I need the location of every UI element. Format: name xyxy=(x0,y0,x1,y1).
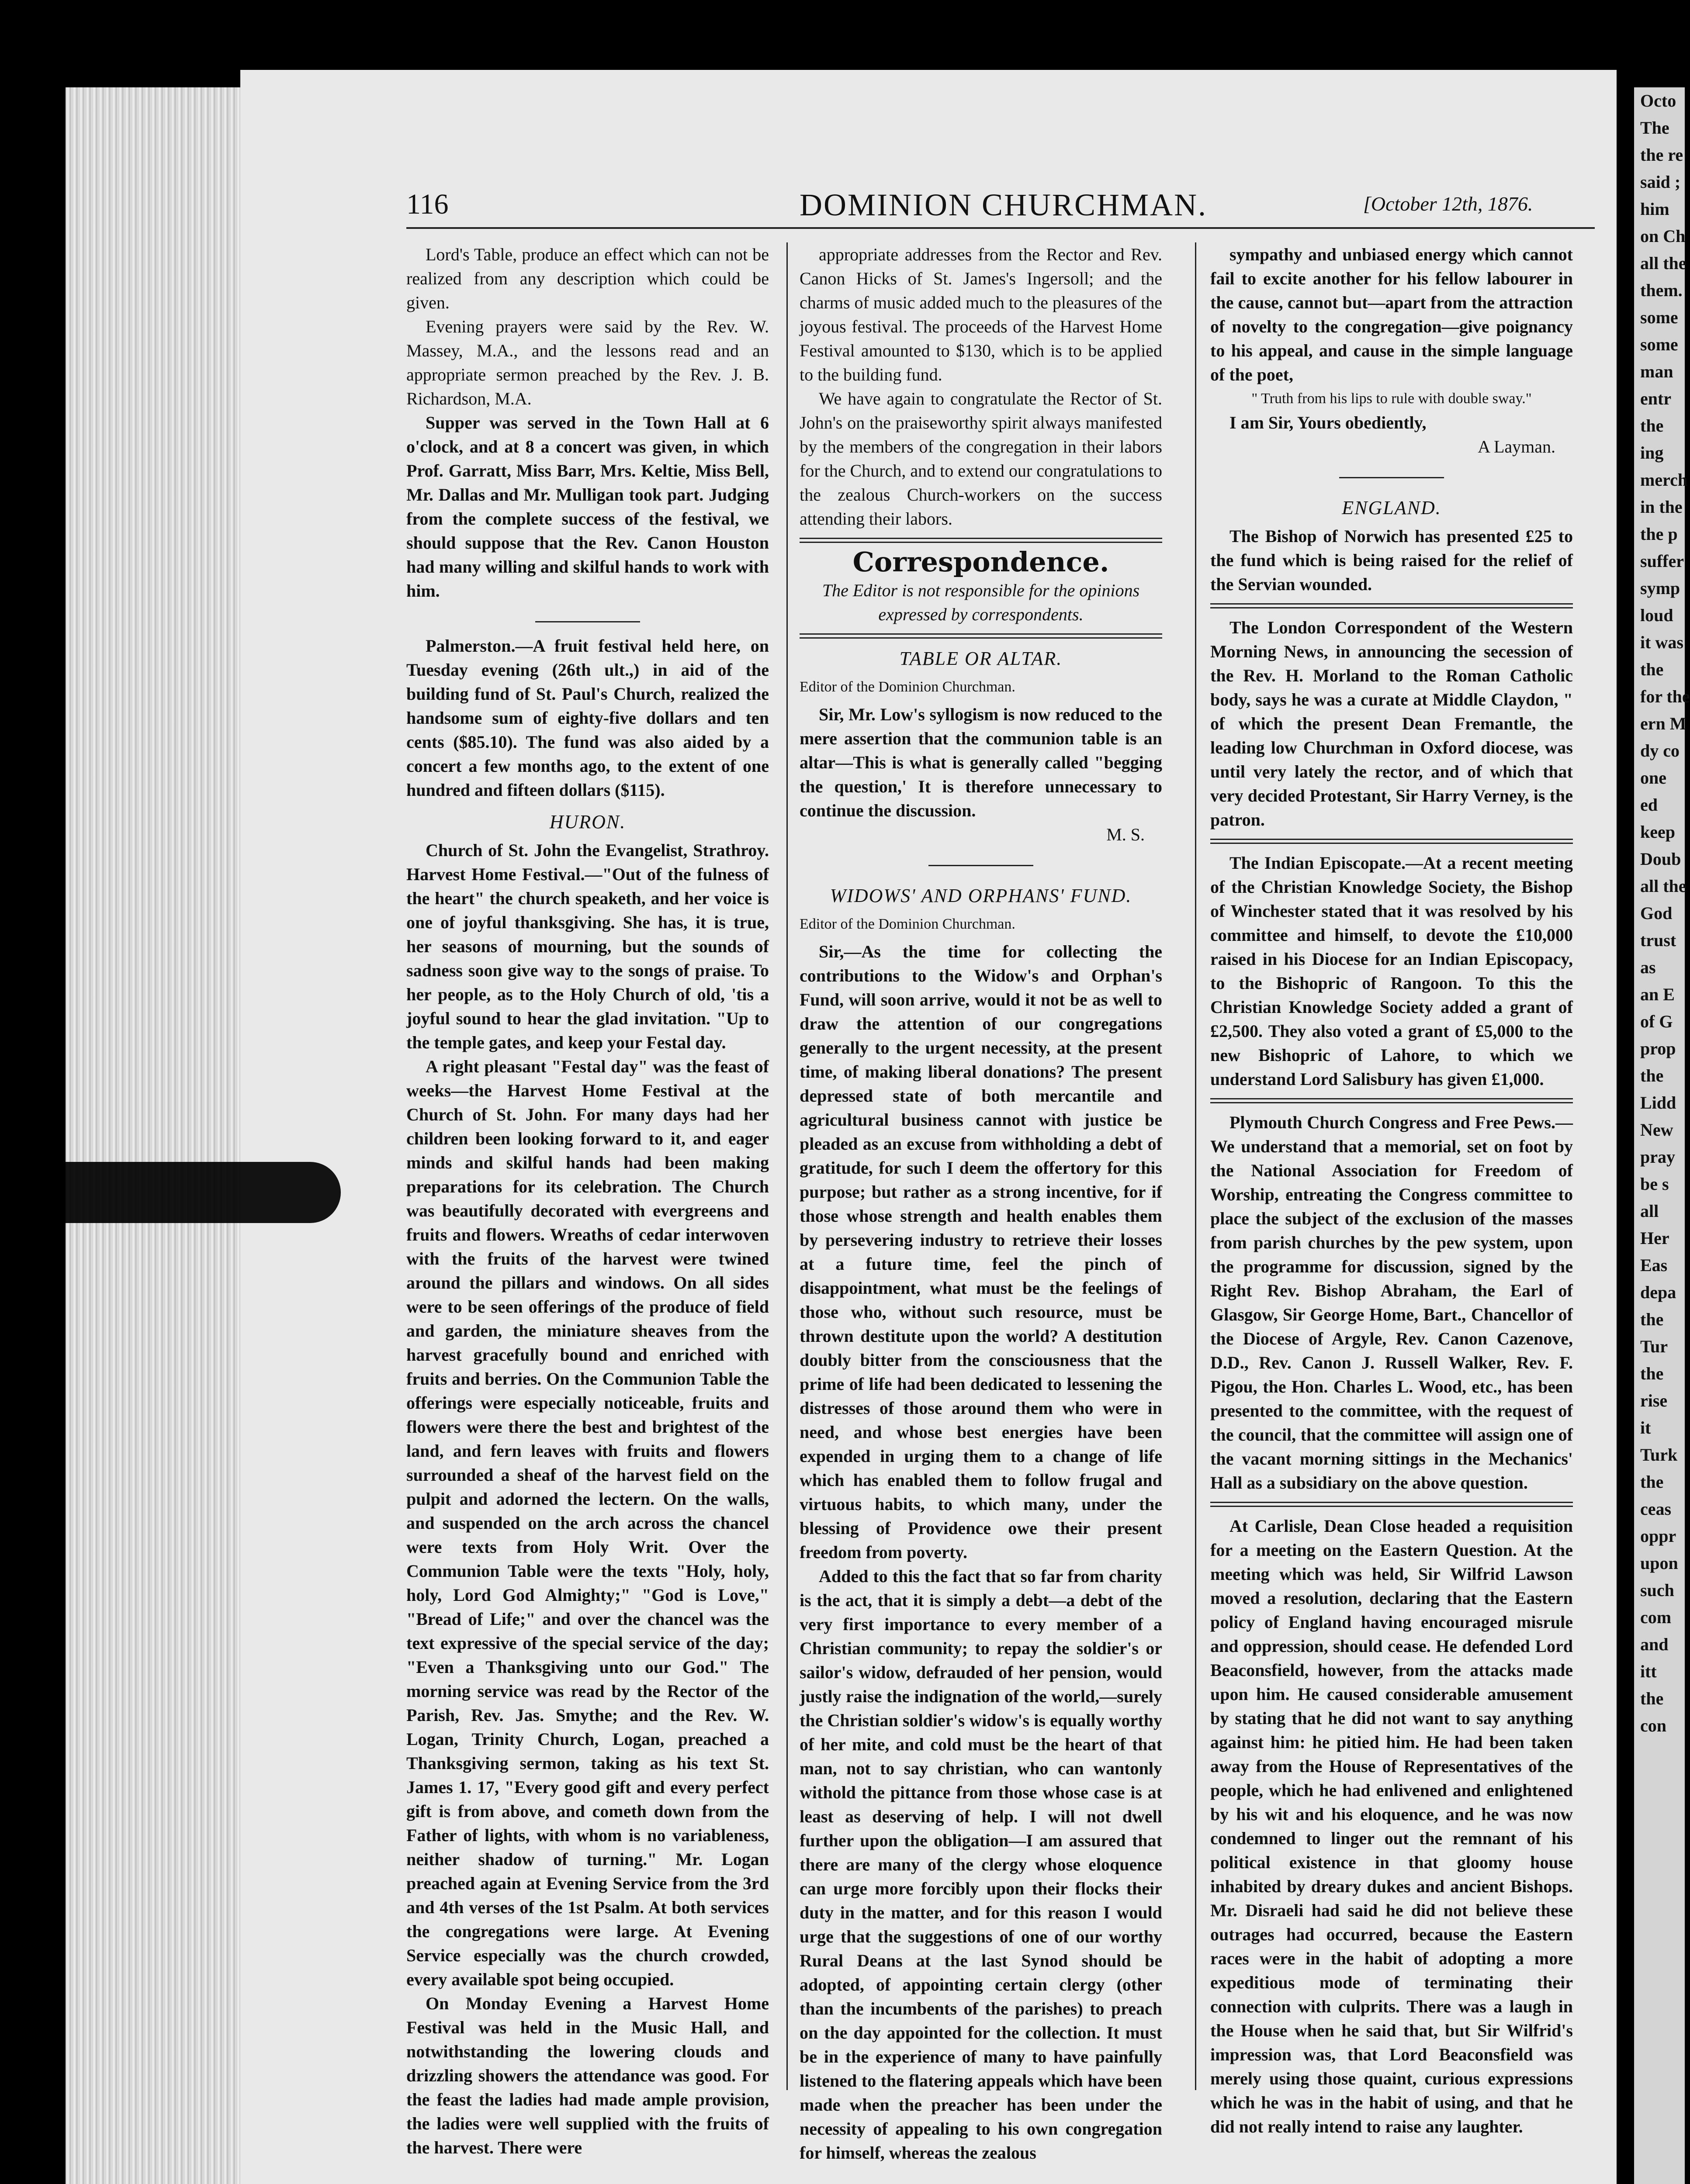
editor-salutation: Editor of the Dominion Churchman. xyxy=(800,916,1015,932)
page-header xyxy=(406,179,1595,223)
next-page-fragment: all the xyxy=(1640,253,1687,273)
next-page-fragment: as xyxy=(1640,957,1656,977)
next-page-fragment: Tur xyxy=(1640,1337,1668,1356)
rule xyxy=(1210,1502,1573,1507)
next-page-fragment: oppr xyxy=(1640,1526,1676,1546)
article-paragraph: Church of St. John the Evangelist, Strathroy. Harvest Home Festival.—"Out of the fulness of the heart" the church speaketh, and her voice is one of joyful thanksgiving. She has, it is true, her seasons of mourning, but the sounds of sadness soon give way to the songs of praise. To her people, as to the Holy Church of old, 'tis a joyful sound to hear the glad invitation. "Up to the temple gates, and keep your Festal day. xyxy=(406,840,769,1052)
next-page-fragment: entr xyxy=(1640,389,1672,408)
letter-closing: I am Sir, Yours obediently, xyxy=(1229,413,1427,432)
next-page-fragment: ed xyxy=(1640,795,1658,815)
letter-signature: A Layman. xyxy=(1478,437,1555,456)
section-heading-huron: HURON. xyxy=(549,811,626,833)
letter-paragraph: Sir,—As the time for collecting the contributions to the Widow's and Orphan's Fund, will soon arrive, would it not be as well to draw the attention of our congregations generally to the urgent necessity, at the present time, of making liberal donations? The present depressed state of both mercantile and agricultural business cannot with justice be pleaded as an excuse from withholding a debt of gratitude, for such I deem the offertory for this purpose; but rather as a strong incentive, for if those whose strength and health enables them by persevering industry to retrieve their losses at a future time, feel the pinch of disappointment, what must be the feelings of those who, without such resource, must be thrown destitute upon the world? A destitution doubly bitter from the consciousness that the prime of life had been dedicated to lessening the distresses of those around them who were in need, and whose best energies have been expended in urging them to a change of life which has enabled them to follow frugal and virtuous habits, to which many, under the blessing of Providence owe their present freedom from poverty. xyxy=(800,942,1162,1562)
next-page-fragment: prop xyxy=(1640,1039,1676,1058)
next-page-fragment: man xyxy=(1640,362,1673,381)
next-page-fragment: Turk xyxy=(1640,1445,1678,1465)
next-page-fragment: said ; xyxy=(1640,172,1681,192)
verse-quote: " Truth from his lips to rule with double sway." xyxy=(1251,390,1532,407)
double-rule xyxy=(800,633,1162,639)
next-page-fragment: of G xyxy=(1640,1012,1673,1031)
next-page-fragment: The xyxy=(1640,118,1669,138)
article-paragraph: The London Correspondent of the Western Morning News, in announcing the secession of the Rev. H. Morland to the Roman Catholic body, says he was a curate at Middle Claydon, " of which the present Dean Fremantle, the leading low Churchman in Oxford diocese, was until very lately the rector, and of which that very decided Protestant, Sir Harry Verney, is the patron. xyxy=(1210,618,1573,829)
next-page-fragment: ern M xyxy=(1640,714,1687,733)
article-paragraph: Evening prayers were said by the Rev. W. Massey, M.A., and the lessons read and an appropriate sermon preached by the Rev. J. B. Richardson, M.A. xyxy=(406,317,769,408)
article-paragraph: Lord's Table, produce an effect which can not be realized from any description which could be given. xyxy=(406,245,769,312)
article-paragraph: Plymouth Church Congress and Free Pews.—We understand that a memorial, set on foot by the National Association for Freedom of Worship, entreating the Congress committee to place the subject of the exclusion of the masses from parish churches by the pew system, upon the programme for discussion, signed by the Right Rev. Bishop Abraham, the Earl of Glasgow, Sir George Home, Bart., Chancellor of the Diocese of Argyle, Rev. Canon Cazenove, D.D., Rev. Canon J. Russell Walker, Rev. F. Pigou, the Hon. Charles L. Wood, etc., has been presented to the committee, with the request of the council, that the committee will assign one of the vacant morning sittings in the Mechanics' Hall as a subsidiary on the above question. xyxy=(1210,1113,1573,1493)
next-page-fragment: keep xyxy=(1640,822,1675,842)
column-rule xyxy=(1195,242,1196,2090)
article-paragraph: The Bishop of Norwich has presented £25 to the fund which is being raised for the relief of the Servian wounded. xyxy=(1210,526,1573,594)
masthead-title: DOMINION CHURCHMAN. xyxy=(800,187,1208,222)
letter-paragraph: Added to this the fact that so far from charity is the act, that it is simply a debt—a debt of the very first importance to every member of a Christian community; to repay the soldier's or sailor's widow, defrauded of her pension, would justly raise the indignation of the world,—surely the Christian soldier's widow's is equally worthy of her mite, and cold must be the heart of that man, not to say christian, who can wantonly withold the pittance from those whose case is at least as deserving of help. I will not dwell further upon the obligation—I am assured that there are many of the clergy whose eloquence can urge more forcibly upon their flocks their duty in the matter, and for this reason I would urge that the suggestions of one of our worthy Rural Deans at the last Synod should be adopted, of appointing certain clergy (other than the incumbents of the parishes) to preach on the day appointed for the collection. It must be in the experience of many to have painfully listened to the flatering appeals which have been made when the preacher has been under the necessity of appealing to his own congregation for himself, whereas the zealous xyxy=(800,1566,1162,2163)
section-divider xyxy=(1210,464,1573,488)
next-page-fragment: itt xyxy=(1640,1662,1657,1681)
article-paragraph: A right pleasant "Festal day" was the feast of weeks—the Harvest Home Festival at the Church of St. John. For many days had her children been looking forward to it, and eager minds and skilful hands had been making preparations for its celebration. The Church was beautifully decorated with evergreens and fruits and flowers. Wreaths of cedar interwoven with the fruits of the harvest were twined around the pillars and windows. On all sides were to be seen offerings of the produce of field and garden, the miniature sheaves from the harvest gracefully bound and enriched with fruits and berries. On the Communion Table the offerings were especially noticeable, fruits and flowers were there the best and brightest of the land, and fern leaves with fruits and flowers surrounded a sheaf of the harvest field on the pulpit and adorned the lectern. On the walls, and suspended on the arch across the chancel were texts from Holy Writ. Over the Communion Table were the texts "Holy, holy, holy, Lord God Almighty;" "God is Love," "Bread of Life;" and over the chancel was the text expressive of the special service of the day; "Even a Thanksgiving unto our God." The morning service was read by the Rector of the Parish, Rev. Jas. Smythe; and the Rev. W. Logan, Trinity Church, Logan, preached a Thanksgiving sermon, taking as his text St. James 1. 17, "Every good gift and every perfect gift is from above, and cometh down from the Father of lights, with whom is no variableness, neither shadow of turning." Mr. Logan preached again at Evening Service from the 3rd and 4th verses of the 1st Psalm. At both services the congregations were large. At Evening Service especially was the church crowded, every available spot being occupied. xyxy=(406,1057,769,1989)
next-page-fragment: merch xyxy=(1640,470,1688,490)
letter-heading-table-or-altar: TABLE OR ALTAR. xyxy=(899,648,1063,669)
next-page-fragment: one xyxy=(1640,768,1666,788)
next-page-fragment: Lidd xyxy=(1640,1093,1676,1113)
article-paragraph: We have again to congratulate the Rector of St. John's on the praiseworthy spirit always manifested by the members of the congregation in their labors for the Church, and to extend our congratulations to the zealous Church-workers on the success attending their labors. xyxy=(800,389,1162,529)
next-page-fragment: upon xyxy=(1640,1553,1678,1573)
issue-date: [October 12th, 1876. xyxy=(1363,193,1533,215)
next-page-fragment: it was xyxy=(1640,632,1683,652)
article-paragraph: The Indian Episcopate.—At a recent meeting of the Christian Knowledge Society, the Bishop of Winchester stated that it was resolved by his committee and himself, to devote the £10,000 raised in his Diocese for an Indian Episcopacy, to the Bishopric of Rangoon. To this the Christian Knowledge Society added a grant of £2,500. They also voted a grant of £5,000 to the new Bishopric of Lahore, to which we understand Lord Salisbury has given £1,000. xyxy=(1210,853,1573,1089)
next-page-fragment: all xyxy=(1640,1201,1659,1221)
book-page-edges xyxy=(66,87,249,2184)
next-page-fragment: rise xyxy=(1640,1391,1668,1410)
next-page-fragment: him xyxy=(1640,199,1669,219)
header-rule xyxy=(406,227,1595,229)
next-page-strip xyxy=(1634,87,1690,2184)
next-page-fragment: and xyxy=(1640,1635,1669,1654)
article-paragraph: Supper was served in the Town Hall at 6 o'clock, and at 8 a concert was given, in which Prof. Garratt, Miss Barr, Mrs. Keltie, Miss Bell, Mr. Dallas and Mr. Mulligan took part. Judging from the complete success of the festival, we should suppose that the Rev. Canon Houston had many willing and skilful hands to work with him. xyxy=(406,413,769,601)
article-paragraph: At Carlisle, Dean Close headed a requisition for a meeting on the Eastern Question. At the meeting which was held, Sir Wilfrid Lawson moved a resolution, declaring that the Eastern policy of England having encouraged misrule and oppression, should cease. He defended Lord Beaconsfield, however, from the attacks made upon him. He caused considerable amusement by stating that he did not want to say anything against him: he pitied him. He had been taken away from the House of Representatives of the people, which he had enlivened and enlightened by his wit and his eloquence, and he was now condemned to linger out the remnant of his political existence in that gloomy house inhabited by dreary dukes and ancient Bishops. Mr. Disraeli had said he did not believe these outrages had occurred, because the Eastern races were in the habit of adopting a more expeditious mode of terminating their connection with culprits. There was a laugh in the House when he said that, but Sir Wilfrid's impression was, that Lord Beaconsfield was merely using those quaint, curious expressions which he was in the habit of using, and that he did not really intend to raise any laughter. xyxy=(1210,1516,1573,2136)
next-page-fragment: Octo xyxy=(1640,91,1676,111)
next-page-fragment: the xyxy=(1640,660,1664,679)
next-page-fragment: some xyxy=(1640,335,1678,354)
rule xyxy=(1210,839,1573,844)
next-page-fragment: for the xyxy=(1640,687,1690,706)
column-1 xyxy=(406,242,769,2156)
next-page-fragment: the xyxy=(1640,1066,1664,1085)
next-page-fragment: con xyxy=(1640,1716,1666,1735)
next-page-fragment: the xyxy=(1640,1310,1664,1329)
next-page-fragment: the p xyxy=(1640,524,1678,544)
next-page-fragment: Her xyxy=(1640,1228,1669,1248)
next-page-fragment: ceas xyxy=(1640,1499,1672,1519)
column-rule xyxy=(786,242,788,2090)
letter-heading-widows-fund: WIDOWS' AND ORPHANS' FUND. xyxy=(830,885,1132,906)
section-divider xyxy=(406,608,769,632)
next-page-fragment: God xyxy=(1640,903,1673,923)
letter-paragraph: sympathy and unbiased energy which cannot fail to excite another for his fellow labourer in the cause, cannot but—apart from the attraction of novelty to the congregation—give poignancy to his appeal, and cause in the simple language of the poet, xyxy=(1210,245,1573,384)
next-page-fragment: ing xyxy=(1640,443,1664,463)
next-page-fragment: dy co xyxy=(1640,741,1680,760)
next-page-fragment: symp xyxy=(1640,578,1680,598)
next-page-fragment: the xyxy=(1640,1689,1664,1708)
rule xyxy=(1210,1098,1573,1103)
finger-shadow xyxy=(0,1162,341,1223)
next-page-fragment: suffer xyxy=(1640,551,1684,571)
next-page-fragment: the xyxy=(1640,1364,1664,1383)
section-heading-england: ENGLAND. xyxy=(1342,497,1441,518)
next-page-fragment: loud xyxy=(1640,605,1673,625)
article-paragraph: Palmerston.—A fruit festival held here, on Tuesday evening (26th ult.,) in aid of the building fund of St. Paul's Church, realized the handsome sum of eighty-five dollars and ten cents ($85.10). The fund was also aided by a concert a few months ago, to the extent of one hundred and fifteen dollars ($115). xyxy=(406,636,769,800)
next-page-fragment: the xyxy=(1640,416,1664,435)
page-number: 116 xyxy=(406,188,449,220)
next-page-fragment: trust xyxy=(1640,930,1676,950)
next-page-fragment: pray xyxy=(1640,1147,1675,1167)
next-page-fragment: New xyxy=(1640,1120,1673,1140)
next-page-fragment: some xyxy=(1640,308,1678,327)
next-page-fragment: the re xyxy=(1640,145,1683,165)
next-page-fragment: Doub xyxy=(1640,849,1681,869)
next-page-fragment: them. xyxy=(1640,280,1683,300)
next-page-fragment: in the xyxy=(1640,497,1683,517)
double-rule xyxy=(800,538,1162,543)
rule xyxy=(1210,603,1573,608)
next-page-fragment: all the xyxy=(1640,876,1687,896)
letter-paragraph: Sir, Mr. Low's syllogism is now reduced to the mere assertion that the communion table is an altar—This is what is generally called "begging the question,' It is therefore unnecessary to continue the discussion. xyxy=(800,705,1162,820)
column-2 xyxy=(800,242,1162,2163)
next-page-fragment: such xyxy=(1640,1580,1674,1600)
next-page-fragment: an E xyxy=(1640,985,1675,1004)
article-paragraph: appropriate addresses from the Rector and Rev. Canon Hicks of St. James's Ingersoll; and the charms of music added much to the pleasures of the joyous festival. The proceeds of the Harvest Home Festival amounted to $130, which is to be applied to the building fund. xyxy=(800,245,1162,384)
editor-salutation: Editor of the Dominion Churchman. xyxy=(800,679,1015,695)
editor-disclaimer: The Editor is not responsible for the opinions expressed by correspondents. xyxy=(822,581,1140,624)
next-page-fragment: Eas xyxy=(1640,1255,1668,1275)
letter-signature: M. S. xyxy=(1106,825,1145,844)
next-page-fragment: on Ch xyxy=(1640,226,1686,246)
column-3 xyxy=(1210,242,1573,2156)
section-divider xyxy=(800,852,1162,876)
next-page-fragment: com xyxy=(1640,1607,1672,1627)
correspondence-heading: Correspondence. xyxy=(852,546,1109,578)
article-paragraph: On Monday Evening a Harvest Home Festival was held in the Music Hall, and notwithstanding the lowering clouds and drizzling showers the attendance was good. For the feast the ladies had made ample provision, the ladies were well supplied with the fruits of the harvest. There were xyxy=(406,1994,769,2157)
next-page-fragment: be s xyxy=(1640,1174,1669,1194)
next-page-fragment: it xyxy=(1640,1418,1651,1438)
next-page-fragment: depa xyxy=(1640,1282,1676,1302)
next-page-fragment: the xyxy=(1640,1472,1664,1492)
